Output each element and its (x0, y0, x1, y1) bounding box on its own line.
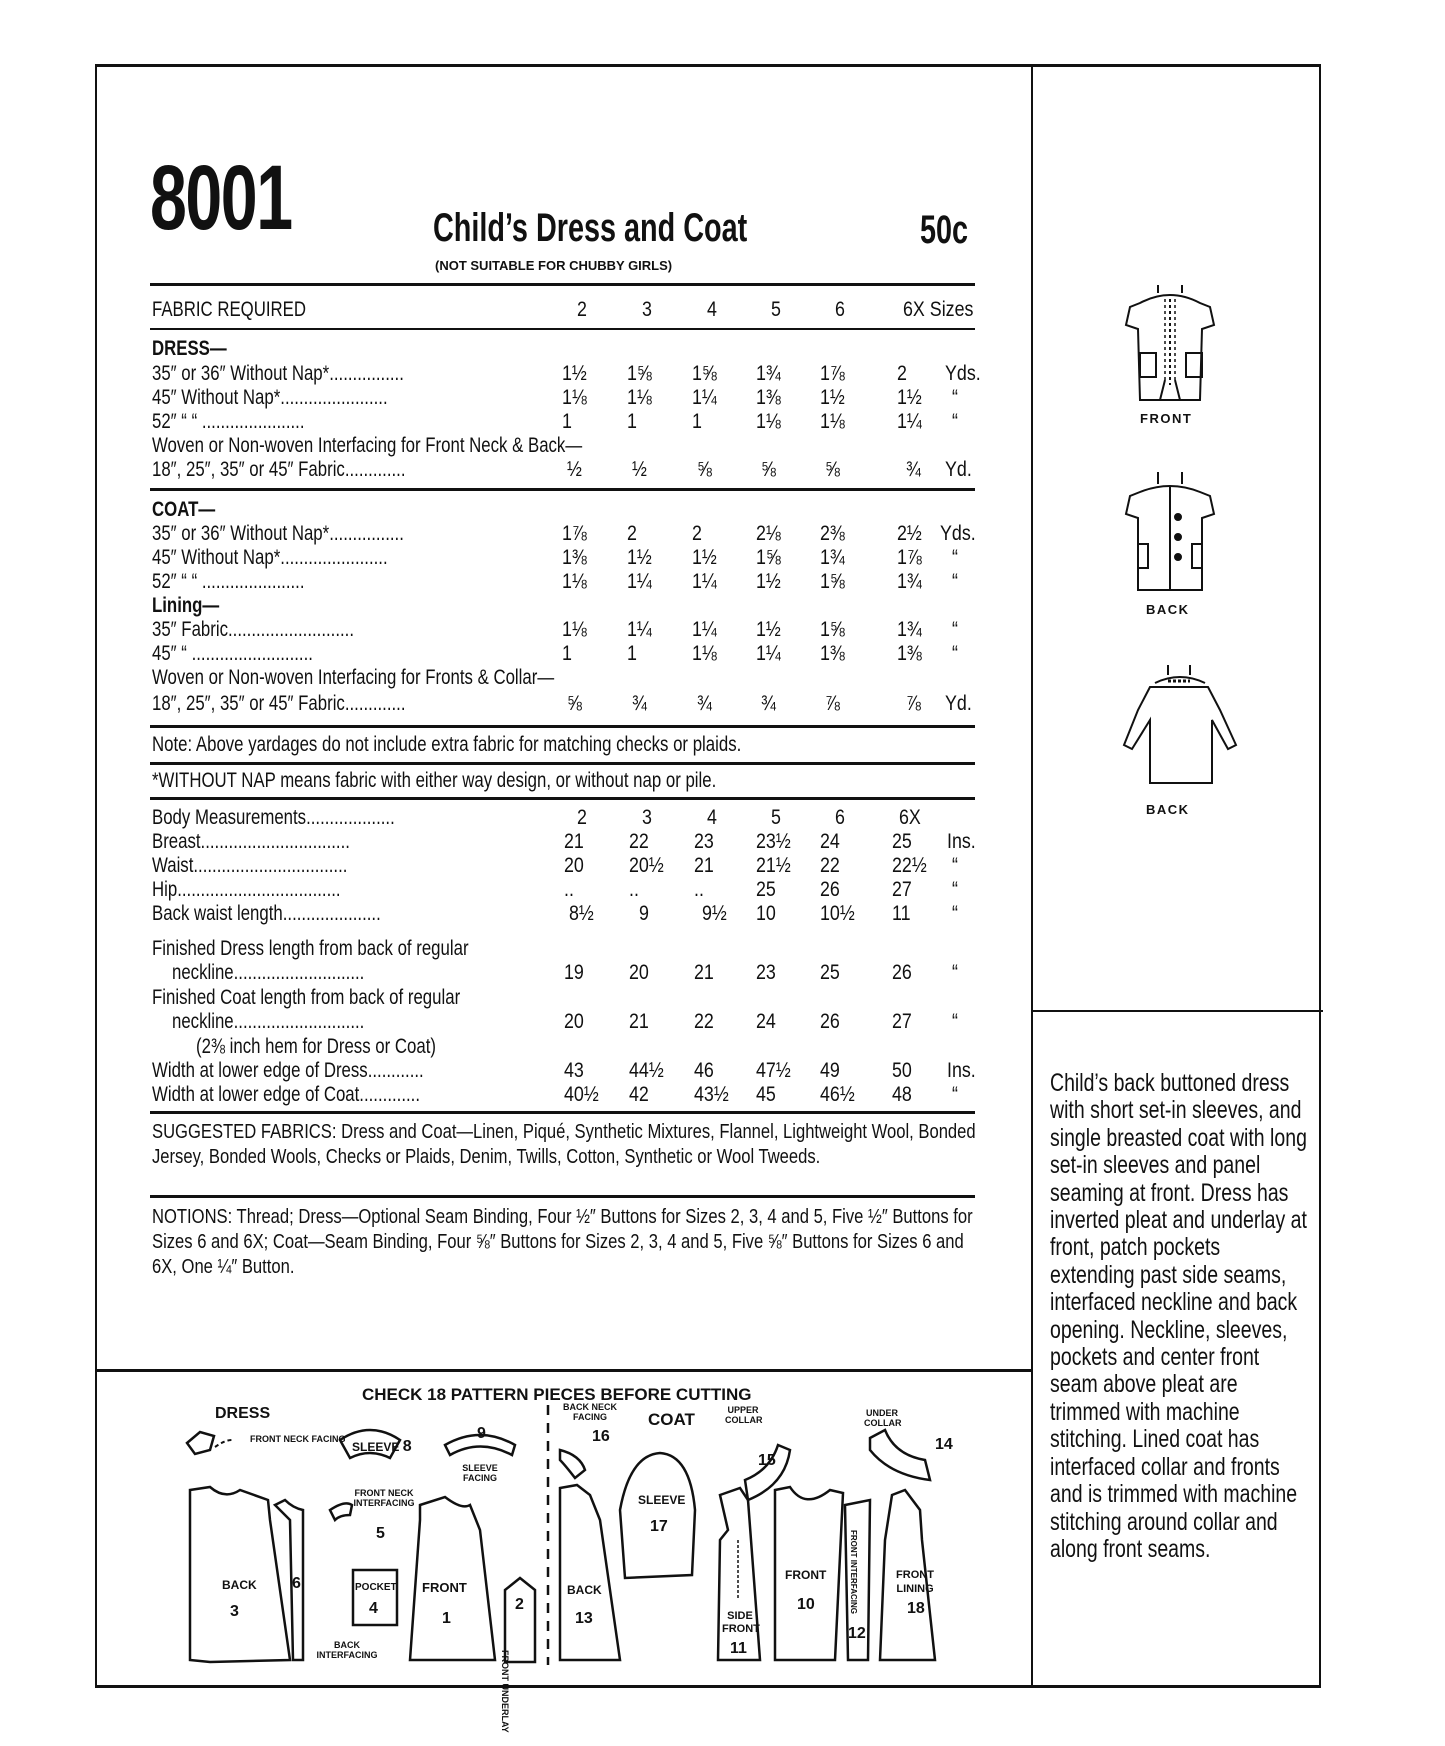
cell: 9 (639, 902, 649, 925)
cell: 1⅛ (562, 570, 587, 593)
cell: 25 (820, 961, 840, 984)
cell: 1⅛ (627, 386, 652, 409)
cell: 1½ (627, 546, 652, 569)
row-label: 35″ or 36″ Without Nap*................ (152, 362, 404, 385)
cell: 44½ (629, 1059, 664, 1082)
piece-number: 8 (402, 1438, 412, 1455)
hem-note: (2⅜ inch hem for Dress or Coat) (196, 1035, 436, 1058)
row-label: Back waist length..................... (152, 902, 381, 925)
row-label: Finished Coat length from back of regular (152, 986, 461, 1009)
unit: “ (952, 546, 958, 569)
cell: ¾ (697, 692, 712, 715)
cell: 10½ (820, 902, 855, 925)
row-label: neckline............................ (172, 1010, 365, 1033)
size-col: 6X Sizes (903, 298, 974, 321)
cell: 26 (820, 1010, 840, 1033)
size-col: 2 (577, 298, 587, 321)
cell: 25 (892, 830, 912, 853)
cell: ⅞ (906, 692, 921, 715)
row-label: 18″, 25″, 35″ or 45″ Fabric............. (152, 458, 406, 481)
cell: ¾ (906, 458, 921, 481)
cell: 21 (694, 961, 714, 984)
cell: 8½ (569, 902, 594, 925)
unit: Yd. (945, 458, 972, 481)
cell: 45 (756, 1083, 776, 1106)
cell: .. (694, 878, 704, 901)
cell: 26 (820, 878, 840, 901)
cell: 2 (897, 362, 907, 385)
cell: 1⅞ (897, 546, 922, 569)
cell: 20 (564, 1010, 584, 1033)
cell: .. (564, 878, 574, 901)
cell: 1¼ (897, 410, 922, 433)
piece-label-front-10: FRONT (785, 1568, 827, 1582)
cell: 1½ (756, 618, 781, 641)
coat-pieces-heading: COAT (648, 1410, 695, 1429)
piece-label-sleeve-17: SLEEVE (638, 1493, 686, 1507)
piece-number-3: 3 (230, 1603, 239, 1620)
cell: 23½ (756, 830, 791, 853)
cell: 2 (627, 522, 637, 545)
piece-number-4: 4 (369, 1600, 378, 1617)
cell: 46½ (820, 1083, 855, 1106)
row-label: Breast................................ (152, 830, 350, 853)
cell: 1⅝ (820, 618, 845, 641)
cell: ⅝ (761, 458, 776, 481)
cell: 9½ (702, 902, 727, 925)
unit: “ (952, 1010, 958, 1033)
cell: 1 (692, 410, 702, 433)
row-label: Finished Dress length from back of regular (152, 937, 469, 960)
piece-number-18: 18 (907, 1600, 925, 1617)
piece-label-side-front: SIDE FRONT (722, 1610, 760, 1635)
piece-label-back-13: BACK (567, 1583, 602, 1597)
cell: 19 (564, 961, 584, 984)
row-label: 45″ Without Nap*....................... (152, 386, 388, 409)
cell: ½ (567, 458, 582, 481)
unit: Yds. (940, 522, 976, 545)
illustration-label: FRONT (1140, 411, 1193, 426)
cell: 21 (629, 1010, 649, 1033)
cell: .. (629, 878, 639, 901)
unit: “ (952, 618, 958, 641)
cell: 2⅜ (820, 522, 845, 545)
piece-number-6: 6 (292, 1575, 301, 1592)
piece-number-5: 5 (376, 1525, 385, 1542)
cell: 1⅞ (562, 522, 587, 545)
piece-number-2: 2 (515, 1596, 524, 1613)
unit: “ (952, 386, 958, 409)
unit: Yd. (945, 692, 972, 715)
cell: 1⅛ (562, 618, 587, 641)
cell: 27 (892, 1010, 912, 1033)
size-col: 4 (707, 298, 717, 321)
cell: 1 (562, 642, 572, 665)
piece-label-front-interfacing: FRONT INTERFACING (849, 1530, 858, 1614)
row-label: 18″, 25″, 35″ or 45″ Fabric............. (152, 692, 406, 715)
piece-label-pocket: POCKET (355, 1582, 397, 1593)
cell: 1½ (756, 570, 781, 593)
cell: 20 (564, 854, 584, 877)
cell: 1⅜ (756, 386, 781, 409)
cell: 24 (756, 1010, 776, 1033)
piece-number-10: 10 (797, 1596, 815, 1613)
size-col: 5 (771, 806, 781, 829)
cell: 20½ (629, 854, 664, 877)
cell: 1¼ (692, 386, 717, 409)
cell: 11 (892, 902, 911, 925)
cell: 27 (892, 878, 912, 901)
pattern-title: Child’s Dress and Coat (433, 206, 748, 250)
cell: 1⅛ (820, 410, 845, 433)
coat-heading: COAT— (152, 498, 216, 521)
cell: ⅝ (567, 692, 582, 715)
unit: “ (952, 902, 958, 925)
piece-number-16: 16 (592, 1428, 610, 1445)
cell: 1⅞ (820, 362, 845, 385)
cell: 22 (694, 1010, 714, 1033)
unit: “ (952, 410, 958, 433)
piece-label-front-underlay: FRONT UNDERLAY (500, 1650, 510, 1733)
piece-number-17: 17 (650, 1518, 668, 1535)
row-label: Width at lower edge of Dress............ (152, 1059, 424, 1082)
cell: 21 (564, 830, 584, 853)
piece-number-1: 1 (442, 1610, 451, 1627)
illustration-label: BACK (1146, 602, 1190, 617)
unit: “ (952, 878, 958, 901)
row-label: Waist................................. (152, 854, 348, 877)
piece-label-front-1: FRONT (422, 1580, 467, 1595)
size-col: 3 (642, 298, 652, 321)
unit: “ (952, 642, 958, 665)
row-label: neckline............................ (172, 961, 365, 984)
cell: 1⅜ (562, 546, 587, 569)
cell: 2 (692, 522, 702, 545)
row-label: 45″ “ .......................... (152, 642, 313, 665)
cell: ⅝ (697, 458, 712, 481)
piece-number-15: 15 (758, 1452, 776, 1469)
size-col: 6 (835, 806, 845, 829)
cell: 1½ (562, 362, 587, 385)
cell: 10 (756, 902, 776, 925)
cell: ¾ (632, 692, 647, 715)
description-text: Child’s back buttoned dress with short set-in sleeves, and single breasted coat with long set-in sleeves and panel seaming at front. Dress has inverted pleat and underlay at front, patch pockets extending past side seams, interfaced neckline and back opening. Neckline, sleeves, pockets and center front seam above pleat are trimmed with machine stitching. Lined coat has interfaced collar and fronts and is trimmed with machine stitching around collar and along front seams. (1050, 1069, 1307, 1563)
row-label: 52″ “ “ ...................... (152, 570, 305, 593)
cell: 1 (562, 410, 572, 433)
cell: 1¼ (692, 570, 717, 593)
cell: 40½ (564, 1083, 599, 1106)
cell: 43½ (694, 1083, 729, 1106)
cell: 1⅜ (820, 642, 845, 665)
suggested-fabrics-text: SUGGESTED FABRICS: Dress and Coat—Linen, Piqué, Synthetic Mixtures, Flannel, Lightweight Wool, Bonded Jersey, Bonded Wools, Checks or Plaids, Denim, Twills, Cotton, Synthetic or Wool Tweeds. (152, 1121, 976, 1168)
unit: “ (952, 570, 958, 593)
cell: 20 (629, 961, 649, 984)
cell: 1¾ (820, 546, 845, 569)
piece-number-12: 12 (848, 1625, 866, 1642)
cell: 1½ (820, 386, 845, 409)
cell: 1⅛ (692, 642, 717, 665)
size-col: 6X (899, 806, 921, 829)
cell: ½ (632, 458, 647, 481)
cell: 21 (694, 854, 714, 877)
cell: 21½ (756, 854, 791, 877)
row-label: 35″ or 36″ Without Nap*................ (152, 522, 404, 545)
cell: 50 (892, 1059, 912, 1082)
row-label: 45″ Without Nap*....................... (152, 546, 388, 569)
cell: 23 (694, 830, 714, 853)
cell: 1⅝ (627, 362, 652, 385)
piece-label-upper-collar: UPPER COLLAR (725, 1405, 763, 1425)
piece-number-14: 14 (935, 1436, 953, 1453)
cell: 2⅛ (756, 522, 781, 545)
notions-text: NOTIONS: Thread; Dress—Optional Seam Binding, Four ½″ Buttons for Sizes 2, 3, 4 and 5, Five ½″ Buttons for Sizes 6 and 6X; Coat—Seam Binding, Four ⅝″ Buttons for Sizes 2, 3, 4 and 5, Five ⅝″ Buttons for Sizes 6 and 6X, One ¼″ Button. (152, 1206, 973, 1278)
piece-label-under-collar: UNDER COLLAR (864, 1408, 902, 1428)
cell: 1¾ (897, 570, 922, 593)
cell: 1⅛ (562, 386, 587, 409)
piece-label-front-lining: FRONT LINING (896, 1569, 934, 1595)
cell: ⅝ (825, 458, 840, 481)
piece-label-sleeve-facing: SLEEVE FACING (462, 1463, 498, 1483)
cell: 43 (564, 1059, 584, 1082)
cell: 1 (627, 410, 637, 433)
cell: ¾ (761, 692, 776, 715)
row-label: Hip................................... (152, 878, 341, 901)
size-col: 2 (577, 806, 587, 829)
row-label: Width at lower edge of Coat............. (152, 1083, 420, 1106)
measurements-heading: Body Measurements................... (152, 806, 395, 829)
size-col: 6 (835, 298, 845, 321)
cell: 1⅜ (897, 642, 922, 665)
interfacing-heading: Woven or Non-woven Interfacing for Fronts & Collar— (152, 666, 555, 689)
unit: “ (952, 961, 958, 984)
cell: 23 (756, 961, 776, 984)
cell: 1⅝ (756, 546, 781, 569)
cell: 1⅝ (820, 570, 845, 593)
dress-heading: DRESS— (152, 337, 227, 360)
cell: 1⅝ (692, 362, 717, 385)
size-col: 3 (642, 806, 652, 829)
unit: Ins. (947, 1059, 976, 1082)
cell: 46 (694, 1059, 714, 1082)
price: 50c (920, 208, 969, 252)
cell: 48 (892, 1083, 912, 1106)
cell: 47½ (756, 1059, 791, 1082)
cell: ⅞ (825, 692, 840, 715)
piece-label-front-neck-facing (250, 1434, 346, 1445)
cell: 2½ (897, 522, 922, 545)
piece-number-13: 13 (575, 1610, 593, 1627)
pattern-pieces-heading: CHECK 18 PATTERN PIECES BEFORE CUTTING (362, 1385, 752, 1404)
cell: 22½ (892, 854, 927, 877)
cell: 1¼ (627, 618, 652, 641)
cell: 24 (820, 830, 840, 853)
cell: 1¼ (627, 570, 652, 593)
cell: 1¼ (756, 642, 781, 665)
lining-heading: Lining— (152, 594, 220, 617)
interfacing-heading: Woven or Non-woven Interfacing for Front Neck & Back— (152, 434, 583, 457)
piece-label-sleeve-8 (352, 1438, 412, 1456)
cell: 25 (756, 878, 776, 901)
piece-label-front-neck-interfacing: FRONT NECK INTERFACING (353, 1488, 415, 1508)
cell: 1¾ (897, 618, 922, 641)
row-label: 52″ “ “ ...................... (152, 410, 305, 433)
cell: 26 (892, 961, 912, 984)
unit: “ (952, 1083, 958, 1106)
yardage-note: Note: Above yardages do not include extra fabric for matching checks or plaids. (152, 733, 742, 756)
cell: 1¼ (692, 618, 717, 641)
unit: Yds. (945, 362, 981, 385)
piece-label-back-3: BACK (222, 1578, 257, 1592)
cell: 1½ (897, 386, 922, 409)
cell: 1⅛ (756, 410, 781, 433)
unit: Ins. (947, 830, 976, 853)
cell: 22 (820, 854, 840, 877)
size-col: 4 (707, 806, 717, 829)
piece-number-9: 9 (477, 1425, 486, 1442)
piece-label-back-neck-facing: BACK NECK FACING (563, 1402, 617, 1422)
piece-label-back-interfacing: BACK INTERFACING (316, 1640, 378, 1660)
piece-name: SLEEVE (352, 1440, 400, 1454)
pattern-subtitle: (NOT SUITABLE FOR CHUBBY GIRLS) (435, 258, 673, 273)
unit: “ (952, 854, 958, 877)
illustration-label: BACK (1146, 802, 1190, 817)
cell: 1¾ (756, 362, 781, 385)
nap-note: *WITHOUT NAP means fabric with either way design, or without nap or pile. (152, 769, 717, 792)
cell: 1½ (692, 546, 717, 569)
size-col: 5 (771, 298, 781, 321)
row-label: 35″ Fabric........................... (152, 618, 355, 641)
cell: 1 (627, 642, 637, 665)
piece-name: FRONT NECK FACING (250, 1434, 346, 1444)
piece-number-11: 11 (730, 1640, 747, 1657)
fabric-heading: FABRIC REQUIRED (152, 298, 307, 321)
cell: 22 (629, 830, 649, 853)
cell: 42 (629, 1083, 649, 1106)
pattern-number: 8001 (150, 147, 292, 249)
cell: 49 (820, 1059, 840, 1082)
dress-pieces-heading: DRESS (215, 1405, 271, 1422)
